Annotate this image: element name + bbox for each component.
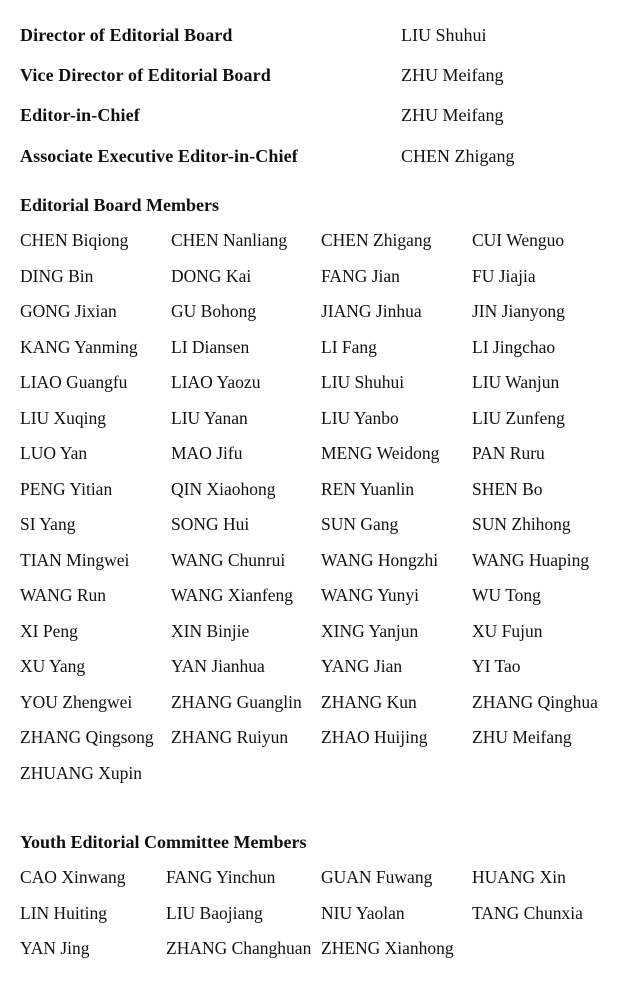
member-name: QIN Xiaohong <box>171 478 276 499</box>
member-name: YI Tao <box>472 656 521 676</box>
member-name: ZHANG Changhuan <box>166 938 312 958</box>
member-name: LUO Yan <box>20 443 88 463</box>
member-name: WANG Run <box>20 585 107 605</box>
member-name: XI Peng <box>20 620 78 641</box>
leadership-row-vice-director <box>20 65 620 91</box>
member-name: GONG Jixian <box>20 301 117 321</box>
member-name: LIU Zunfeng <box>472 407 565 428</box>
member-name: WU Tong <box>472 585 541 605</box>
role-name: LIU Shuhui <box>401 25 487 45</box>
member-name: ZHANG Qingsong <box>20 727 154 747</box>
youth-section-title: Youth Editorial Committee Members <box>20 832 307 852</box>
member-name: SHEN Bo <box>472 478 543 499</box>
member-name: REN Yuanlin <box>321 478 415 499</box>
member-name: WANG Yunyi <box>321 585 420 605</box>
member-name: PENG Yitian <box>20 478 113 499</box>
member-name: DONG Kai <box>171 265 252 286</box>
member-name: LI Fang <box>321 336 377 357</box>
role-title: Associate Executive Editor-in-Chief <box>20 146 298 166</box>
member-name: XU Fujun <box>472 620 543 641</box>
member-name: LIN Huiting <box>20 902 108 923</box>
member-name: MAO Jifu <box>171 443 243 463</box>
member-name: ZHANG Guanglin <box>171 691 302 712</box>
member-name: XING Yanjun <box>321 620 419 641</box>
role-name: ZHU Meifang <box>401 65 504 85</box>
member-name: YOU Zhengwei <box>20 691 133 712</box>
board-section-title: Editorial Board Members <box>20 195 219 215</box>
member-name: ZHANG Kun <box>321 691 417 712</box>
member-name: LIU Yanan <box>171 407 248 428</box>
member-name: XIN Binjie <box>171 620 250 641</box>
member-name: CUI Wenguo <box>472 230 565 250</box>
member-name: FU Jiajia <box>472 265 536 286</box>
member-name: HUANG Xin <box>472 867 566 887</box>
leadership-row-associate-executive <box>20 146 620 172</box>
member-name: XU Yang <box>20 656 86 676</box>
member-name: LIU Baojiang <box>166 902 263 923</box>
member-name: LIAO Yaozu <box>171 372 261 392</box>
member-name: LI Jingchao <box>472 336 556 357</box>
member-name: NIU Yaolan <box>321 902 405 923</box>
member-name: YAN Jing <box>20 938 90 958</box>
member-name: FANG Yinchun <box>166 867 276 887</box>
role-name: CHEN Zhigang <box>401 146 515 166</box>
member-name: SUN Gang <box>321 514 399 534</box>
member-name: ZHUANG Xupin <box>20 762 143 783</box>
member-name: LIU Yanbo <box>321 407 399 428</box>
member-name: YAN Jianhua <box>171 656 265 676</box>
member-name: LIU Xuqing <box>20 407 107 428</box>
member-name: KANG Yanming <box>20 336 138 357</box>
role-title: Vice Director of Editorial Board <box>20 65 271 85</box>
member-name: WANG Huaping <box>472 549 590 570</box>
member-name: MENG Weidong <box>321 443 440 463</box>
member-name: TANG Chunxia <box>472 902 583 923</box>
member-name: ZHU Meifang <box>472 727 572 747</box>
member-name: FANG Jian <box>321 265 400 286</box>
member-name: JIN Jianyong <box>472 301 565 321</box>
leadership-row-director <box>20 25 620 51</box>
member-name: WANG Xianfeng <box>171 585 293 605</box>
member-name: LIU Shuhui <box>321 372 405 392</box>
member-name: JIANG Jinhua <box>321 301 422 321</box>
leadership-row-editor-in-chief <box>20 105 620 131</box>
member-name: CAO Xinwang <box>20 867 126 887</box>
member-name: DING Bin <box>20 265 94 286</box>
member-name: PAN Ruru <box>472 443 545 463</box>
member-name: WANG Hongzhi <box>321 549 439 570</box>
member-name: SI Yang <box>20 514 76 534</box>
member-name: SUN Zhihong <box>472 514 571 534</box>
member-name: SONG Hui <box>171 514 250 534</box>
member-name: YANG Jian <box>321 656 403 676</box>
member-name: GUAN Fuwang <box>321 867 433 887</box>
member-name: WANG Chunrui <box>171 549 286 570</box>
role-title: Director of Editorial Board <box>20 25 233 45</box>
member-name: ZHANG Qinghua <box>472 691 598 712</box>
member-name: ZHENG Xianhong <box>321 938 454 958</box>
member-name: CHEN Biqiong <box>20 230 129 250</box>
member-name: GU Bohong <box>171 301 257 321</box>
member-name: LIU Wanjun <box>472 372 560 392</box>
member-name: LIAO Guangfu <box>20 372 128 392</box>
member-name: CHEN Zhigang <box>321 230 432 250</box>
member-name: ZHANG Ruiyun <box>171 727 289 747</box>
member-name: TIAN Mingwei <box>20 549 130 570</box>
member-name: ZHAO Huijing <box>321 727 428 747</box>
member-name: LI Diansen <box>171 336 250 357</box>
role-title: Editor-in-Chief <box>20 105 140 125</box>
member-name: CHEN Nanliang <box>171 230 288 250</box>
role-name: ZHU Meifang <box>401 105 504 125</box>
